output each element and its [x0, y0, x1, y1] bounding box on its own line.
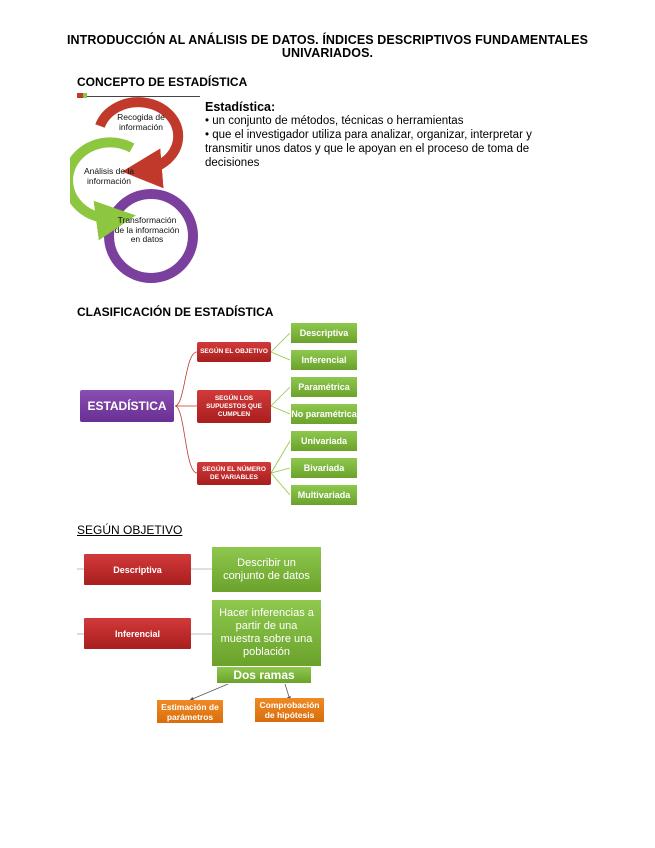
classification-root-estadistica: ESTADÍSTICA [80, 390, 174, 422]
leaf-multivariada: Multivariada [290, 484, 358, 506]
section-heading-concepto: CONCEPTO DE ESTADÍSTICA [77, 75, 248, 89]
rama-estimacion-parametros: Estimación de parámetros [157, 700, 223, 723]
cycle-label-analisis: Análisis de la información [83, 166, 135, 186]
objetivo-inferencial-desc: Hacer inferencias a partir de una muestra sobre una población [212, 600, 321, 666]
section-heading-objetivo: SEGÚN OBJETIVO [77, 523, 183, 537]
objetivo-descriptiva-label: Descriptiva [84, 554, 191, 585]
objetivo-descriptiva-desc: Describir un conjunto de datos [212, 547, 321, 592]
leaf-descriptiva: Descriptiva [290, 322, 358, 344]
dos-ramas-box: Dos ramas [216, 666, 312, 684]
cycle-label-transformacion: Transformación de la información en datos [114, 215, 180, 244]
leaf-no-parametrica: No paramétrica [290, 403, 358, 425]
group-segun-variables: SEGÚN EL NÚMERO DE VARIABLES [197, 462, 271, 485]
leaf-bivariada: Bivariada [290, 457, 358, 479]
definition-term: Estadística: [205, 100, 276, 114]
leaf-inferencial: Inferencial [290, 349, 358, 371]
leaf-univariada: Univariada [290, 430, 358, 452]
section-heading-clasificacion: CLASIFICACIÓN DE ESTADÍSTICA [77, 305, 274, 319]
group-segun-supuestos: SEGÚN LOS SUPUESTOS QUE CUMPLEN [197, 390, 271, 423]
definition-bullet-2: • que el investigador utiliza para analizar, organizar, interpretar y transmitir unos datos y que le apoyan en el proceso de toma de decisiones [205, 129, 532, 169]
cycle-label-recogida: Recogida de información [117, 112, 165, 132]
rama-comprobacion-hipotesis: Comprobación de hipótesis [255, 698, 324, 722]
group-segun-objetivo: SEGÚN EL OBJETIVO [197, 342, 271, 362]
definition-bullet-1: • un conjunto de métodos, técnicas o herramientas [205, 115, 464, 127]
document-title: INTRODUCCIÓN AL ANÁLISIS DE DATOS. ÍNDICES DESCRIPTIVOS FUNDAMENTALES UNIVARIADOS. [66, 33, 589, 60]
leaf-parametrica: Paramétrica [290, 376, 358, 398]
objetivo-inferencial-label: Inferencial [84, 618, 191, 649]
